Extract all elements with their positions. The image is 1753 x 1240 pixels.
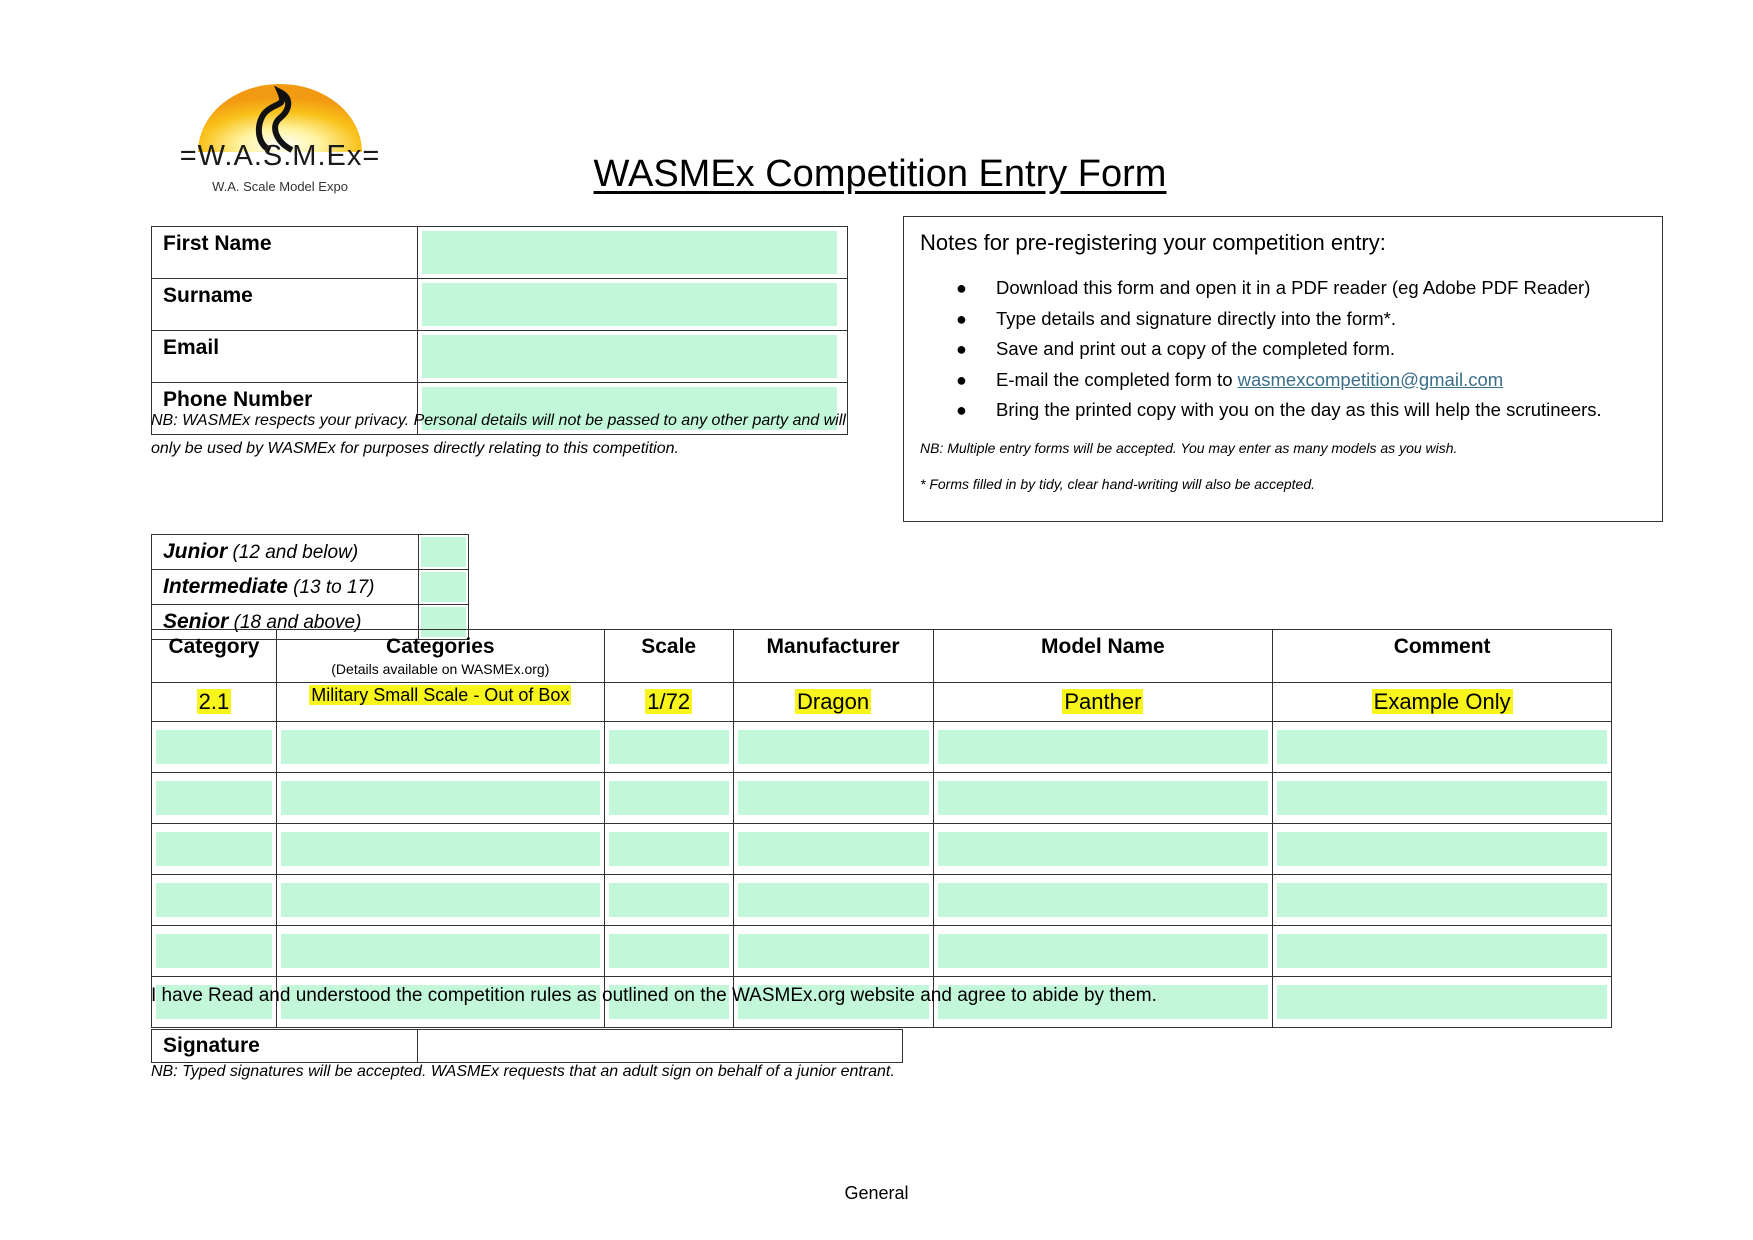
header-categories: Categories (Details available on WASMEx.org): [276, 630, 604, 683]
category-field[interactable]: [156, 883, 272, 917]
manufacturer-field[interactable]: [738, 934, 929, 968]
comment-field[interactable]: [1277, 985, 1607, 1019]
first-name-label: First Name: [152, 227, 418, 279]
entry-row: [152, 722, 1612, 773]
notes-footnote: * Forms filled in by tidy, clear hand-writing will also be accepted.: [920, 475, 1316, 492]
bullet-icon: ●: [956, 400, 967, 420]
example-comment: Example Only: [1373, 689, 1511, 714]
model-name-field[interactable]: [938, 730, 1269, 764]
note-item: ● E-mail the completed form to wasmexcompetition@gmail.com: [996, 365, 1646, 396]
manufacturer-field[interactable]: [738, 781, 929, 815]
manufacturer-field[interactable]: [738, 730, 929, 764]
model-name-field[interactable]: [938, 781, 1269, 815]
scale-field[interactable]: [609, 781, 729, 815]
scale-field[interactable]: [609, 934, 729, 968]
note-item: ● Bring the printed copy with you on the day as this will help the scrutineers.: [996, 395, 1646, 426]
surname-label: Surname: [152, 279, 418, 331]
header-comment: Comment: [1273, 630, 1612, 683]
age-group-table: [151, 534, 469, 640]
entry-row: [152, 773, 1612, 824]
comment-field[interactable]: [1277, 883, 1607, 917]
model-name-field[interactable]: [938, 883, 1269, 917]
manufacturer-field[interactable]: [738, 883, 929, 917]
email-link[interactable]: wasmexcompetition@gmail.com: [1237, 368, 1504, 390]
manufacturer-field[interactable]: [738, 832, 929, 866]
example-row: [152, 683, 1612, 722]
category-field[interactable]: [156, 934, 272, 968]
first-name-field[interactable]: [422, 231, 837, 274]
bullet-icon: ●: [956, 278, 967, 298]
entry-row: [152, 824, 1612, 875]
junior-checkbox[interactable]: [421, 537, 466, 567]
example-manufacturer: Dragon: [796, 689, 870, 714]
age-range: (18 and above): [233, 611, 362, 633]
footer-label: General: [844, 1183, 909, 1203]
header-manufacturer: Manufacturer: [733, 630, 933, 683]
example-model-name: Panther: [1064, 689, 1142, 714]
example-categories: Military Small Scale - Out of Box: [311, 685, 570, 705]
comment-field[interactable]: [1277, 781, 1607, 815]
notes-title: Notes for pre-registering your competition entry:: [920, 230, 1386, 255]
entry-row: [152, 875, 1612, 926]
category-field[interactable]: [156, 730, 272, 764]
page-title: WASMEx Competition Entry Form: [593, 153, 1167, 195]
header-model-name: Model Name: [933, 630, 1273, 683]
comment-field[interactable]: [1277, 934, 1607, 968]
model-name-field[interactable]: [938, 832, 1269, 866]
intermediate-checkbox[interactable]: [421, 572, 466, 602]
model-name-field[interactable]: [938, 934, 1269, 968]
comment-field[interactable]: [1277, 730, 1607, 764]
signature-field[interactable]: [418, 1030, 903, 1063]
email-label: Email: [152, 331, 418, 383]
note-item: ● Save and print out a copy of the completed form.: [996, 334, 1646, 365]
categories-subtitle: (Details available on WASMEx.org): [331, 661, 550, 677]
scale-field[interactable]: [609, 883, 729, 917]
privacy-note: NB: WASMEx respects your privacy. Personal details will not be passed to any other party and will only be used by WASMEx for purposes directly relating to this competition.: [151, 412, 846, 457]
categories-field[interactable]: [281, 832, 600, 866]
phone-label: Phone Number: [152, 383, 418, 435]
scale-field[interactable]: [609, 832, 729, 866]
wasmex-logo: [170, 84, 390, 202]
age-name: Intermediate: [163, 574, 288, 598]
age-name: Senior: [163, 609, 229, 633]
age-row-intermediate: [152, 570, 469, 605]
age-row-junior: [152, 535, 469, 570]
example-scale: 1/72: [647, 689, 691, 714]
age-range: (13 to 17): [293, 576, 375, 598]
categories-field[interactable]: [281, 934, 600, 968]
bullet-icon: ●: [956, 308, 967, 329]
signature-note: NB: Typed signatures will be accepted. WASMEx requests that an adult sign on behalf of a junior entrant.: [151, 1063, 895, 1080]
categories-field[interactable]: [281, 883, 600, 917]
category-field[interactable]: [156, 781, 272, 815]
entries-header-row: [152, 630, 1612, 683]
bullet-icon: ●: [956, 339, 967, 359]
logo-tagline: W.A. Scale Model Expo: [212, 179, 348, 194]
note-item: ● Type details and signature directly into the form*.: [996, 304, 1646, 335]
bullet-icon: ●: [956, 369, 967, 390]
header-category: Category: [152, 630, 277, 683]
signature-label: Signature: [152, 1030, 418, 1063]
surname-field[interactable]: [422, 283, 837, 326]
scale-field[interactable]: [609, 730, 729, 764]
age-name: Junior: [163, 539, 228, 563]
first-name-row: [152, 227, 848, 279]
entries-table: [151, 629, 1612, 1028]
signature-table: [151, 1029, 903, 1063]
age-range: (12 and below): [232, 541, 359, 563]
logo-wordmark: =W.A.S.M.Ex=: [179, 140, 381, 172]
notes-nb: NB: Multiple entry forms will be accepted. You may enter as many models as you wish.: [920, 439, 1458, 456]
categories-field[interactable]: [281, 781, 600, 815]
categories-field[interactable]: [281, 730, 600, 764]
note-item: ● Download this form and open it in a PDF reader (eg Adobe PDF Reader): [996, 273, 1646, 304]
email-row: [152, 331, 848, 383]
entry-row: [152, 926, 1612, 977]
header-scale: Scale: [604, 630, 733, 683]
surname-row: [152, 279, 848, 331]
notes-list: [920, 273, 1646, 426]
personal-details-table: [151, 226, 848, 435]
notes-box: [903, 216, 1663, 522]
agreement-text: I have Read and understood the competition rules as outlined on the WASMEx.org website and agree to abide by them.: [151, 985, 1157, 1006]
category-field[interactable]: [156, 832, 272, 866]
email-field[interactable]: [422, 335, 837, 378]
comment-field[interactable]: [1277, 832, 1607, 866]
example-category: 2.1: [198, 689, 230, 714]
